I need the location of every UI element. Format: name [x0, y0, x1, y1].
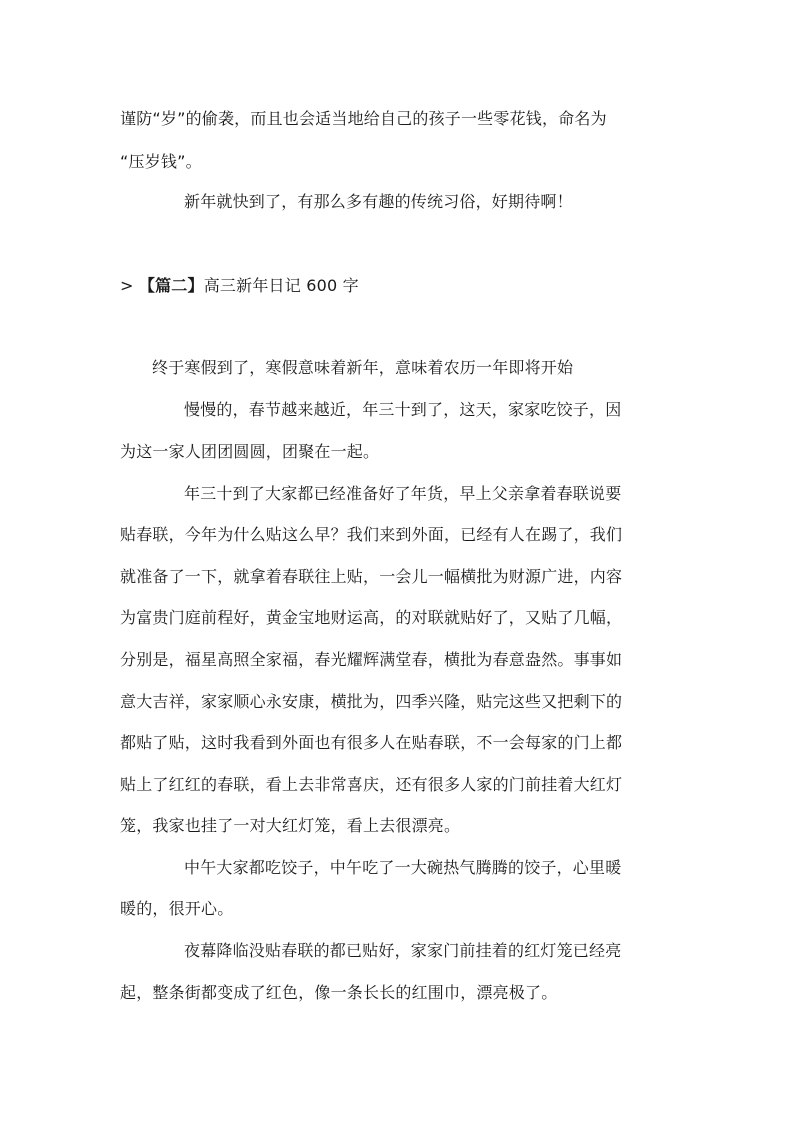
paragraph-line: 为这一家人团团圆圆，团聚在一起。	[120, 442, 380, 461]
paragraph-line: 终于寒假到了，寒假意味着新年，意味着农历一年即将开始	[152, 358, 574, 377]
paragraph-line: 谨防“岁”的偷袭，而且也会适当地给自己的孩子一些零花钱，命名为	[120, 109, 607, 128]
paragraph-line: 新年就快到了，有那么多有趣的传统习俗，好期待啊！	[184, 192, 573, 211]
paragraph-line: 笼，我家也挂了一对大红灯笼，看上去很漂亮。	[120, 816, 461, 835]
paragraph-line: 中午大家都吃饺子，中午吃了一大碗热气腾腾的饺子，心里暖	[184, 858, 622, 877]
paragraph-line: 分别是，福星高照全家福，春光耀辉满堂春，横批为春意盎然。事事如	[120, 650, 623, 669]
paragraph-line: 慢慢的，春节越来越近，年三十到了，这天，家家吃饺子，因	[184, 400, 622, 419]
paragraph-line: 贴春联，今年为什么贴这么早？我们来到外面，已经有人在踢了，我们	[120, 525, 623, 544]
section-heading	[120, 276, 359, 296]
paragraph-line: 为富贵门庭前程好，黄金宝地财运高，的对联就贴好了，又贴了几幅，	[120, 608, 623, 627]
paragraph-line: “压岁钱”。	[120, 152, 202, 171]
paragraph-line: 都贴了贴，这时我看到外面也有很多人在贴春联，不一会每家的门上都	[120, 733, 623, 752]
heading-title: 高三新年日记 600 字	[203, 276, 359, 295]
paragraph-line: 年三十到了大家都已经准备好了年货，早上父亲拿着春联说要	[184, 484, 622, 503]
paragraph-line: 起，整条街都变成了红色，像一条长长的红围巾，漂亮极了。	[120, 983, 558, 1002]
paragraph-line: 贴上了红红的春联，看上去非常喜庆，还有很多人家的门前挂着大红灯	[120, 775, 623, 794]
heading-bracket-label: 【篇二】	[138, 276, 204, 295]
heading-prefix: >	[120, 276, 134, 295]
paragraph-line: 意大吉祥，家家顺心永安康，横批为，四季兴隆，贴完这些又把剩下的	[120, 692, 623, 711]
paragraph-line: 就准备了一下，就拿着春联往上贴，一会儿一幅横批为财源广进，内容	[120, 567, 623, 586]
paragraph-line: 夜幕降临没贴春联的都已贴好，家家门前挂着的红灯笼已经亮	[184, 941, 622, 960]
paragraph-line: 暖的，很开心。	[120, 899, 234, 918]
